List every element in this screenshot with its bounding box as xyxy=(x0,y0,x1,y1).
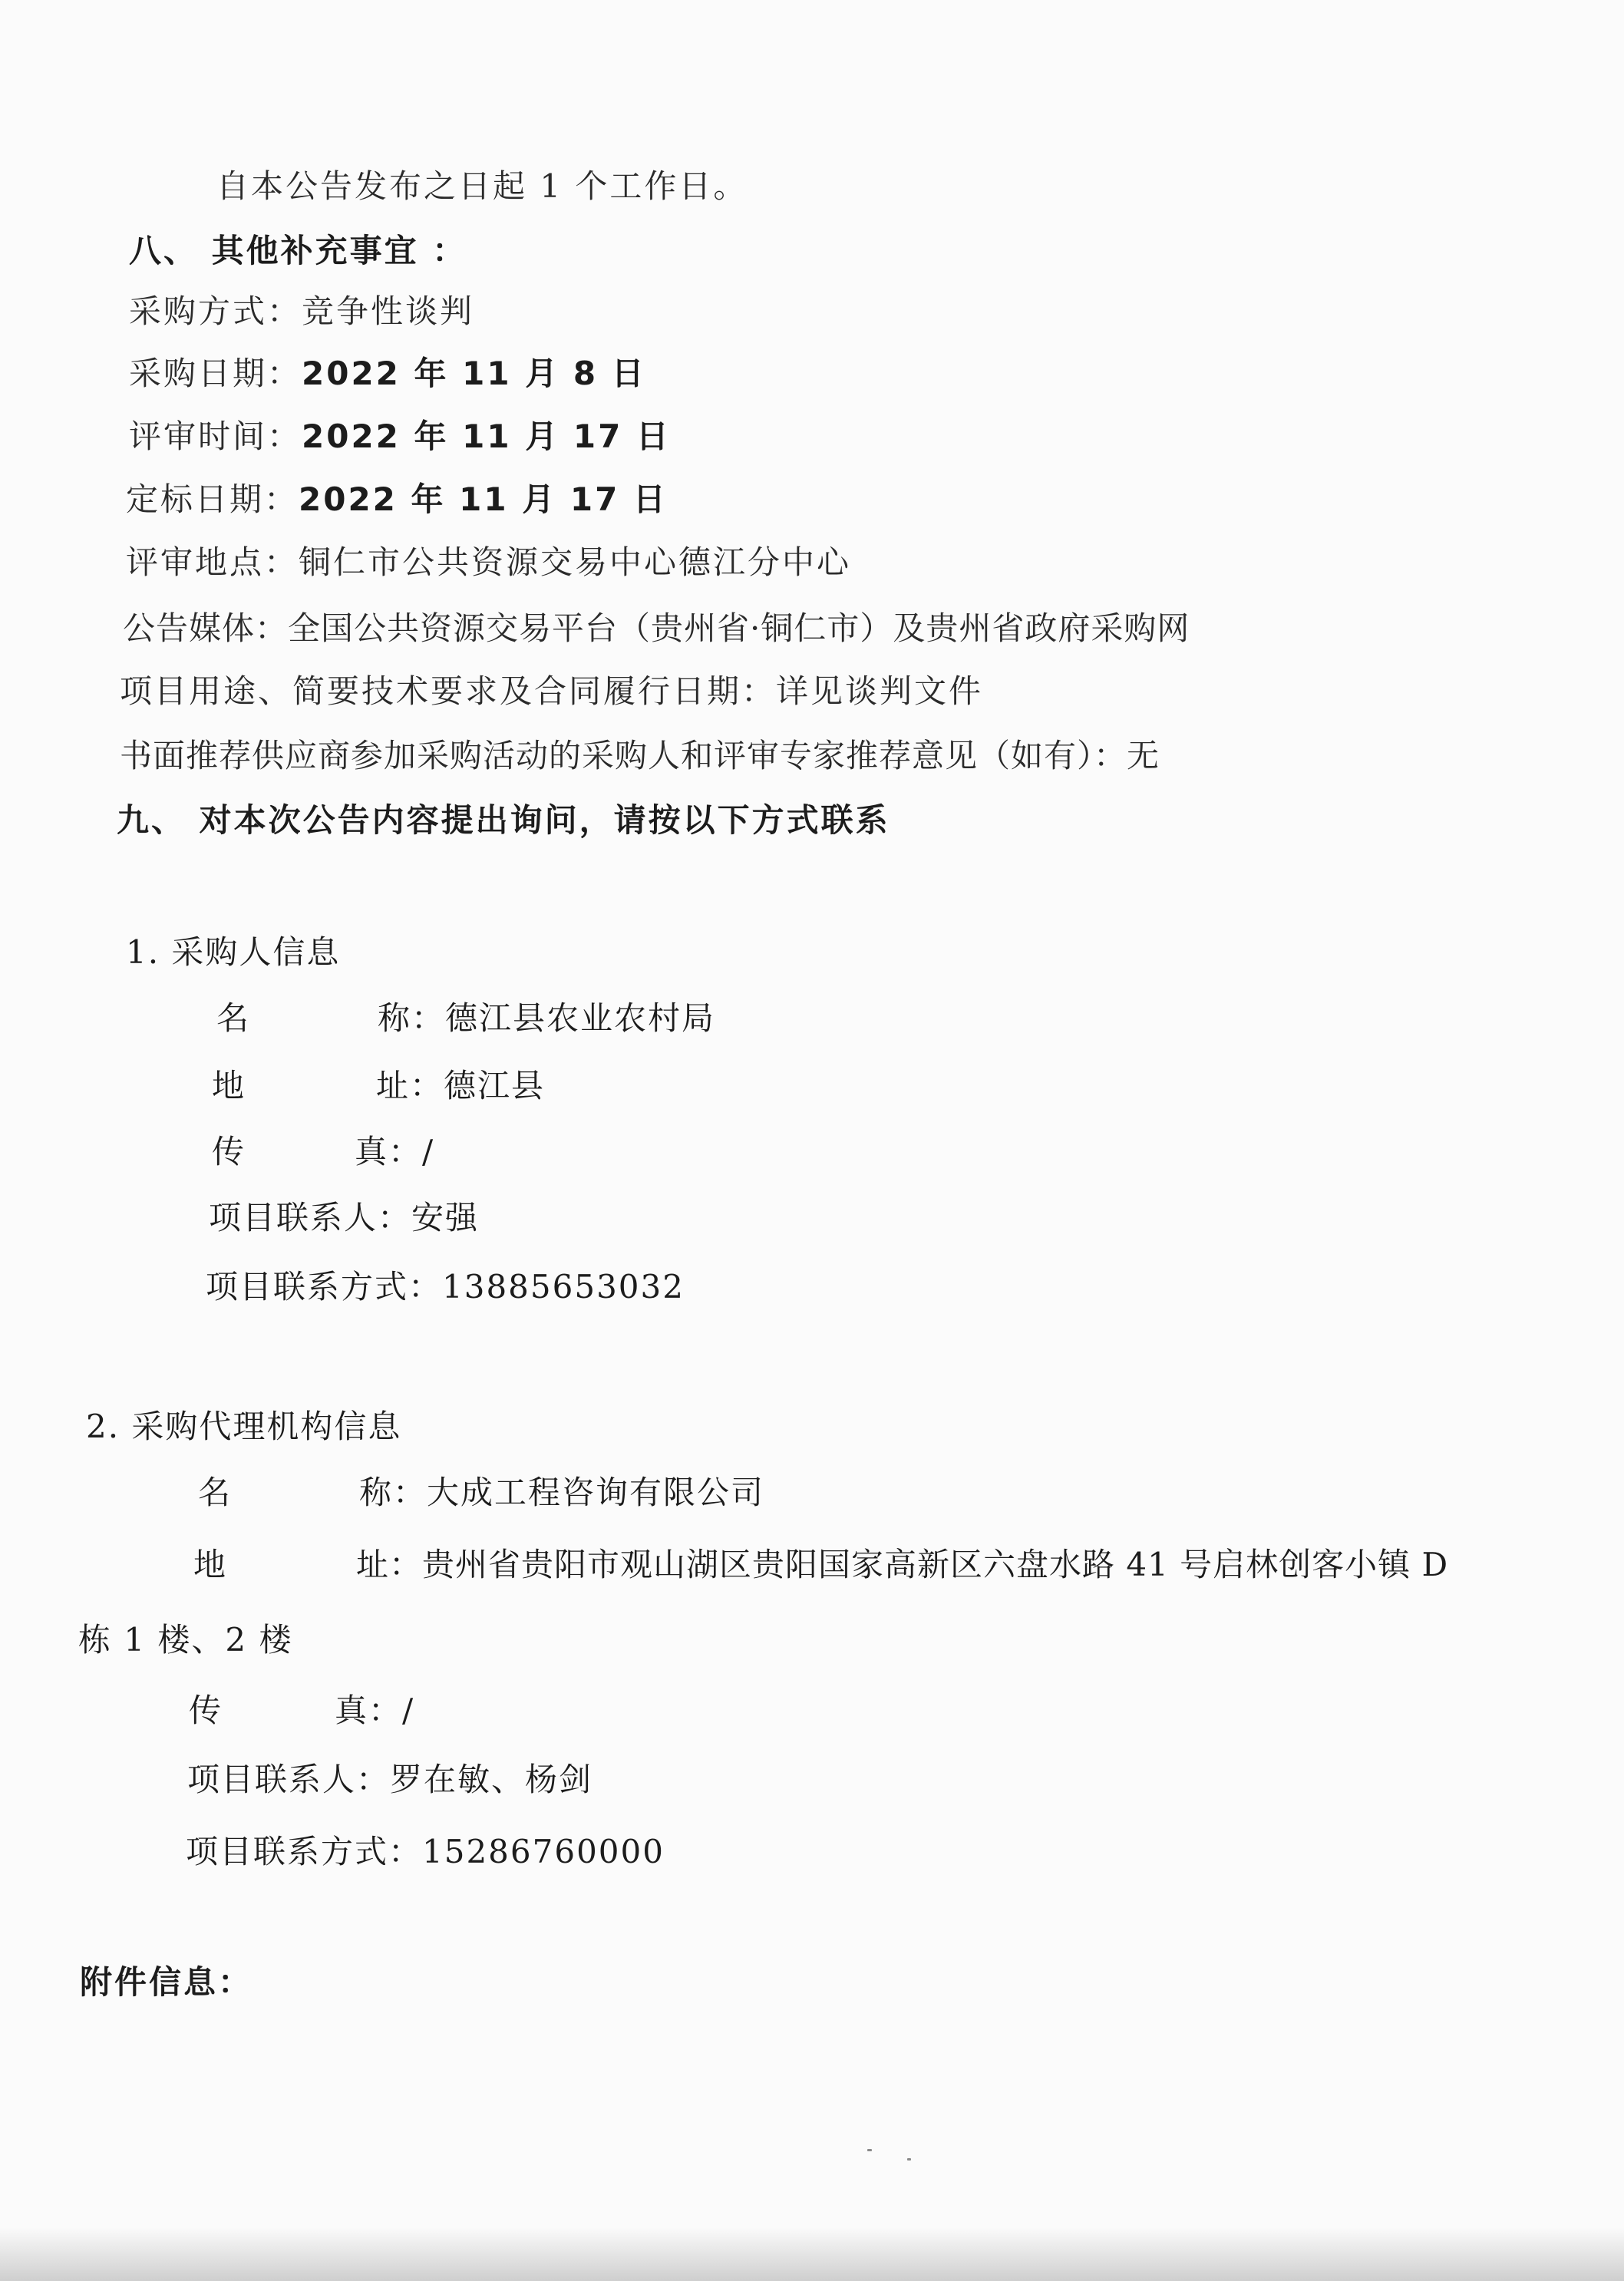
attachment-info-label: 附件信息： xyxy=(80,1963,253,2001)
agency-address-label-1: 地 xyxy=(193,1546,227,1583)
award-date-row xyxy=(126,480,668,518)
agency-address-row xyxy=(193,1546,1449,1583)
agency-name-row xyxy=(198,1474,765,1511)
scan-speck xyxy=(867,2149,872,2151)
announcement-media-line: 公告媒体：全国公共资源交易平台（贵州省·铜仁市）及贵州省政府采购网 xyxy=(123,609,1190,647)
purchaser-contact-label: 项目联系人： xyxy=(209,1199,412,1236)
purchaser-phone-label: 项目联系方式： xyxy=(206,1268,443,1306)
award-date-value: 2022 年 11 月 17 日 xyxy=(299,480,668,518)
purchaser-phone-row xyxy=(206,1268,685,1306)
agency-phone-row xyxy=(186,1833,665,1870)
purchaser-name-label-1: 名 xyxy=(216,999,251,1037)
agency-address-continued: 栋 1 楼、2 楼 xyxy=(78,1621,293,1659)
purchaser-name-label-2: 称： xyxy=(378,999,446,1037)
purchaser-fax-label-1: 传 xyxy=(212,1133,246,1170)
agency-address-label-2: 址： xyxy=(356,1546,423,1583)
agency-contact-row xyxy=(187,1761,593,1798)
purchaser-fax-row xyxy=(212,1133,435,1170)
procurement-date-row xyxy=(129,355,646,392)
agency-name-value: 大成工程咨询有限公司 xyxy=(427,1474,765,1511)
purchaser-contact-row xyxy=(209,1199,480,1236)
procurement-method-label: 采购方式： xyxy=(129,292,302,330)
section-eight-heading: 八、 其他补充事宜 ： xyxy=(129,232,467,269)
purchaser-address-value: 德江县 xyxy=(444,1067,546,1104)
agency-fax-value: / xyxy=(402,1692,415,1729)
purchaser-info-heading: 1. 采购人信息 xyxy=(126,933,341,971)
review-time-row xyxy=(129,418,671,455)
deadline-line: 自本公告发布之日起 1 个工作日。 xyxy=(216,167,748,205)
procurement-method-row xyxy=(129,292,475,330)
agency-fax-label-2: 真： xyxy=(335,1692,403,1729)
agency-name-label-1: 名 xyxy=(198,1474,233,1511)
agency-address-value: 贵州省贵阳市观山湖区贵阳国家高新区六盘水路 41 号启林创客小镇 D xyxy=(422,1546,1449,1583)
section-nine-heading: 九、 对本次公告内容提出询问，请按以下方式联系 xyxy=(117,801,890,839)
review-time-value: 2022 年 11 月 17 日 xyxy=(302,418,671,455)
purchaser-address-label-1: 地 xyxy=(212,1067,246,1104)
award-date-label: 定标日期： xyxy=(126,480,299,518)
agency-contact-value: 罗在敏、杨剑 xyxy=(390,1761,593,1798)
agency-phone-value: 15286760000 xyxy=(422,1833,665,1870)
procurement-date-value: 2022 年 11 月 8 日 xyxy=(302,355,646,392)
agency-fax-row xyxy=(189,1692,415,1729)
agency-info-heading: 2. 采购代理机构信息 xyxy=(86,1408,402,1445)
purchaser-address-label-2: 址： xyxy=(376,1067,444,1104)
agency-phone-label: 项目联系方式： xyxy=(186,1833,423,1870)
agency-contact-label: 项目联系人： xyxy=(187,1761,391,1798)
project-purpose-line: 项目用途、简要技术要求及合同履行日期：详见谈判文件 xyxy=(120,672,984,710)
purchaser-fax-label-2: 真： xyxy=(355,1133,423,1170)
procurement-date-label: 采购日期： xyxy=(129,355,302,392)
purchaser-contact-value: 安强 xyxy=(411,1199,480,1236)
scan-bottom-shadow xyxy=(0,2227,1624,2281)
purchaser-fax-value: / xyxy=(422,1133,435,1170)
scan-speck xyxy=(907,2158,911,2161)
purchaser-address-row xyxy=(212,1067,546,1104)
purchaser-phone-value: 13885653032 xyxy=(442,1268,685,1306)
purchaser-name-row xyxy=(216,999,716,1037)
written-recommendation-line: 书面推荐供应商参加采购活动的采购人和评审专家推荐意见（如有）：无 xyxy=(120,737,1160,774)
procurement-method-value: 竞争性谈判 xyxy=(302,292,475,330)
review-time-label: 评审时间： xyxy=(129,418,302,455)
agency-name-label-2: 称： xyxy=(359,1474,427,1511)
review-location-line: 评审地点：铜仁市公共资源交易中心德江分中心 xyxy=(126,543,852,581)
agency-fax-label-1: 传 xyxy=(189,1692,223,1729)
purchaser-name-value: 德江县农业农村局 xyxy=(445,999,716,1037)
